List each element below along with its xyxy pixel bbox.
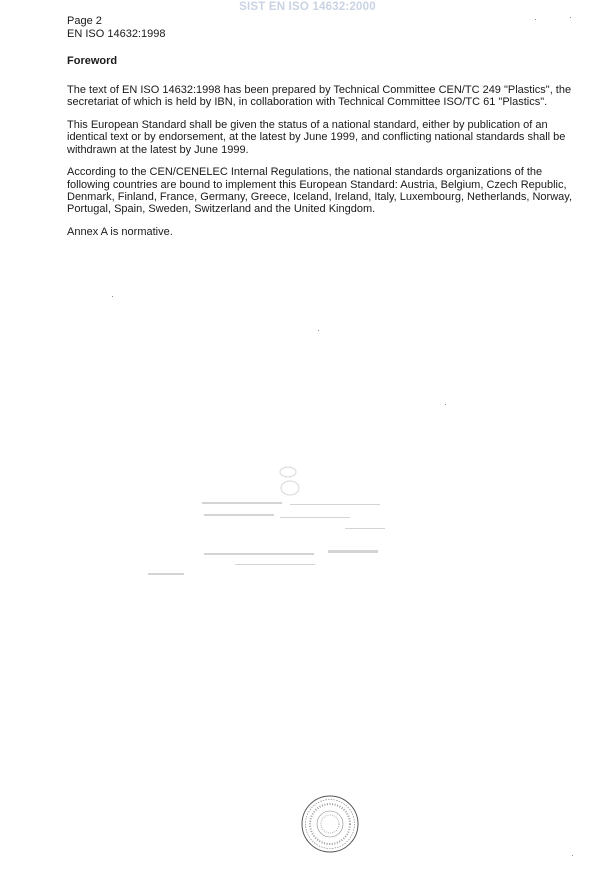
scan-speck — [570, 17, 571, 18]
standard-id: EN ISO 14632:1998 — [67, 28, 166, 40]
scan-speck — [318, 330, 319, 331]
paragraph-2: This European Standard shall be given the status of a national standard, either by publication of an identical text or by endorsement, at the latest by June 1999, and conflicting national standards shall be withdrawn at the latest by June 1999. — [67, 119, 566, 156]
scan-speck — [535, 19, 536, 20]
circular-stamp-icon — [300, 794, 360, 854]
paragraph-4: Annex A is normative. — [67, 226, 173, 239]
scan-speck — [572, 855, 573, 856]
watermark-text: SIST EN ISO 14632:2000 — [239, 1, 376, 13]
scan-speck — [445, 404, 446, 405]
paragraph-1: The text of EN ISO 14632:1998 has been prepared by Technical Committee CEN/TC 249 "Plastics", the secretariat of which is held by IBN, in collaboration with Technical Committee ISO/TC 61 "Plastics". — [67, 84, 572, 109]
scan-speck — [112, 296, 113, 297]
foreword-body — [67, 84, 587, 249]
faint-bleedthrough-marks — [140, 460, 400, 585]
page-header — [67, 15, 165, 41]
page-number: Page 2 — [67, 15, 102, 27]
paragraph-3: According to the CEN/CENELEC Internal Regulations, the national standards organizations of the following countries are bound to implement this European Standard: Austria, Belgium, Czech Republic, Denmark, Finland, France, Germany, Greece, Iceland, Ireland, Italy, Luxembourg, Netherlands, Norway, Portugal, Spain, Sweden, Switzerland and the United Kingdom. — [67, 166, 573, 216]
section-title: Foreword — [67, 55, 118, 67]
